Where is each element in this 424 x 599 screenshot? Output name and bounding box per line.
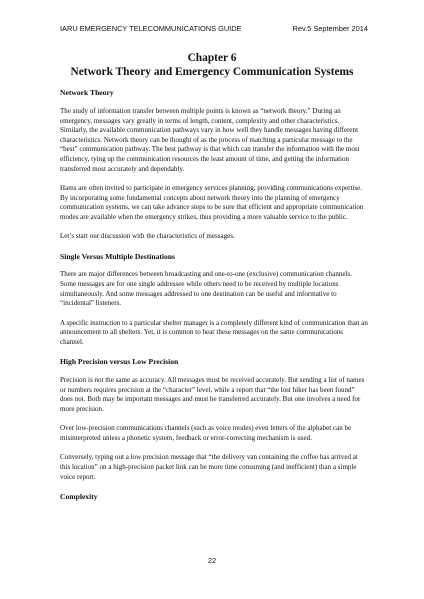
paragraph: Conversely, typing out a low precision message that “the delivery van containing the coffee has arrived at this location” on a high-precision packet link can be more time consuming (and inefficient) than a simple voice report. — [60, 453, 358, 481]
paragraph: The study of information transfer between multiple points is known as “network theory.” During an emergency, messages vary greatly in terms of length, content, complexity and other characteristics. Similarly, the available communication pathways vary in how well they handle messages having different characteristics. Network theory can be thought of as the process of matching a particular message to the “best” communication pathway. The best pathway is that which can transfer the information with the most efficiency, tying up the communication resources the least amount of time, and getting the information transferred most accurately and dependably. — [60, 106, 360, 173]
paragraph: Over low-precision communications channels (such as voice modes) even letters of the alphabet can be misinterpreted unless a phonetic system, feedback or error-correcting mechanism is used. — [60, 424, 352, 442]
header-revision: Rev.5 September 2014 — [292, 24, 368, 33]
section-heading-network-theory: Network Theory — [60, 88, 114, 97]
section-heading-destinations: Single Versus Multiple Destinations — [60, 251, 175, 261]
chapter-heading — [40, 51, 384, 79]
page-number: 22 — [207, 556, 217, 565]
chapter-title: Network Theory and Emergency Communication Systems — [70, 66, 354, 78]
paragraph: Hams are often invited to participate in emergency services planning, providing communications expertise. By incorporating some fundamental concepts about network theory into the planning of emergency communication systems, we can take advance steps to be sure that efficient and appropriate communication modes are available when the emergency strikes, thus providing a more valuable service to the public. — [60, 183, 364, 221]
section-heading-precision: High Precision versus Low Precision — [60, 357, 179, 367]
paragraph: There are major differences between broadcasting and one-to-one (exclusive) communication channels. Some messages are for one single addressee while others need to be received by multiple locations simultaneously. And some messages addressed to one destination can be useful and informative to “incidental” listeners. — [60, 270, 352, 308]
paragraph: A specific instruction to a particular shelter manager is a completely different kind of communication than an announcement to all shelters. Yet, it is common to hear these messages on the same communications channel. — [60, 318, 368, 346]
header-guide-title: IARU EMERGENCY TELECOMMUNICATIONS GUIDE — [60, 24, 242, 33]
running-header — [60, 24, 368, 33]
section-heading-complexity: Complexity — [60, 491, 98, 501]
chapter-number: Chapter 6 — [187, 52, 237, 64]
body-content — [60, 88, 368, 511]
paragraph: Precision is not the same as accuracy. All messages must be received accurately. But sending a list of names or numbers requires precision at the “character” level, while a report that “the lost hiker has been found” does not. Both may be important messages and must be transferred accurately. But one involves a need for more precision. — [60, 376, 365, 413]
paragraph: Let’s start our discussion with the characteristics of messages. — [60, 232, 235, 241]
